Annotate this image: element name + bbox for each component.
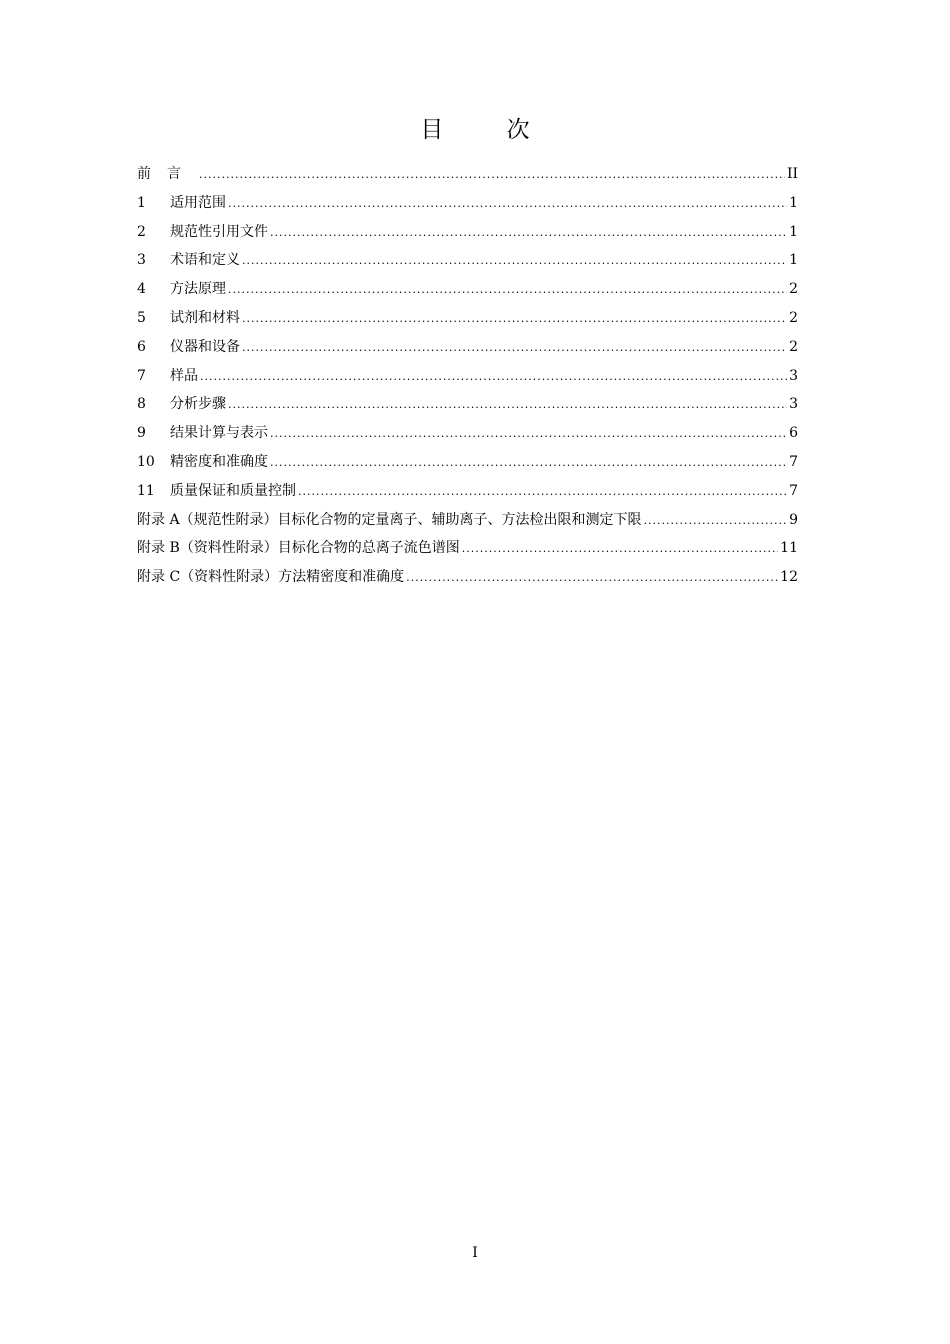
toc-entry-title: 附录 B（资料性附录）目标化合物的总离子流色谱图	[137, 540, 460, 557]
toc-dot-leader	[270, 219, 787, 248]
toc-dot-leader	[644, 507, 788, 536]
toc-entry[interactable]	[137, 362, 798, 391]
toc-entry[interactable]	[137, 390, 798, 419]
toc-entry-page: 3	[789, 367, 798, 384]
toc-entry-title: 精密度和准确度	[170, 453, 268, 470]
toc-entry-title: 附录 A（规范性附录）目标化合物的定量离子、辅助离子、方法检出限和测定下限	[137, 511, 642, 528]
toc-entry-page: 1	[789, 223, 798, 240]
toc-entry-title: 仪器和设备	[170, 338, 240, 355]
toc-entry-title: 方法原理	[170, 281, 226, 298]
toc-entry-title: 前言	[137, 166, 197, 182]
toc-entry-title: 术语和定义	[170, 252, 240, 269]
toc-entry[interactable]	[137, 506, 798, 535]
toc-entry-number: 10	[137, 453, 155, 470]
toc-entry-number: 7	[137, 367, 146, 384]
toc-dot-leader	[298, 478, 787, 507]
toc-entry[interactable]	[137, 448, 798, 477]
toc-dot-leader	[228, 190, 787, 219]
toc-entry[interactable]	[137, 189, 798, 218]
toc-entry-page: II	[786, 166, 798, 182]
toc-entry-page: 2	[789, 281, 798, 298]
toc-entry-page: 11	[780, 540, 798, 557]
toc-dot-leader	[228, 391, 787, 420]
toc-entry-page: 3	[789, 396, 798, 413]
toc-entry-number: 3	[137, 252, 146, 269]
toc-dot-leader	[462, 535, 778, 564]
toc-entry-number: 5	[137, 309, 146, 326]
toc-entry-page: 9	[789, 511, 798, 528]
toc-dot-leader	[270, 420, 787, 449]
toc-entry-title: 样品	[170, 367, 198, 384]
toc-entry-title: 结果计算与表示	[170, 425, 268, 442]
toc-entry-number: 4	[137, 281, 146, 298]
toc-entry[interactable]	[137, 534, 798, 563]
toc-entry-page: 7	[789, 482, 798, 499]
toc-dot-leader	[406, 564, 778, 593]
toc-entry[interactable]	[137, 246, 798, 275]
toc-entry-title: 质量保证和质量控制	[170, 482, 296, 499]
toc-entry-title: 试剂和材料	[170, 309, 240, 326]
toc-entry-title: 规范性引用文件	[170, 223, 268, 240]
toc-entry[interactable]	[137, 304, 798, 333]
toc-entry-number: 9	[137, 425, 146, 442]
toc-entry-page: 2	[789, 338, 798, 355]
toc-dot-leader	[242, 305, 787, 334]
toc-dot-leader	[270, 449, 787, 478]
toc-entry-number: 8	[137, 396, 146, 413]
toc-entry-number: 6	[137, 338, 146, 355]
toc-entry-number: 1	[137, 194, 146, 211]
toc-entry-title: 适用范围	[170, 194, 226, 211]
toc-title: 目 次	[420, 117, 558, 143]
toc-entry[interactable]	[137, 333, 798, 362]
toc-entry-number: 2	[137, 223, 146, 240]
toc-entry-number: 11	[137, 482, 155, 499]
toc-dot-leader	[228, 276, 787, 305]
toc-entry[interactable]	[137, 218, 798, 247]
page-number: I	[472, 1245, 478, 1261]
toc-entry[interactable]	[137, 563, 798, 592]
toc-dot-leader	[199, 161, 785, 190]
toc-entry-page: 6	[789, 425, 798, 442]
toc-entry-page: 7	[789, 453, 798, 470]
toc-dot-leader	[200, 363, 787, 392]
toc-entry[interactable]	[137, 160, 798, 189]
toc-entry[interactable]	[137, 477, 798, 506]
toc-entry[interactable]	[137, 419, 798, 448]
toc-dot-leader	[242, 247, 787, 276]
toc-entry-page: 2	[789, 309, 798, 326]
toc-entry-title: 附录 C（资料性附录）方法精密度和准确度	[137, 569, 405, 586]
toc-list	[137, 160, 798, 592]
toc-dot-leader	[242, 334, 787, 363]
toc-entry-page: 1	[789, 194, 798, 211]
toc-entry[interactable]	[137, 275, 798, 304]
toc-entry-page: 12	[780, 569, 798, 586]
toc-entry-page: 1	[789, 252, 798, 269]
toc-entry-title: 分析步骤	[170, 396, 226, 413]
